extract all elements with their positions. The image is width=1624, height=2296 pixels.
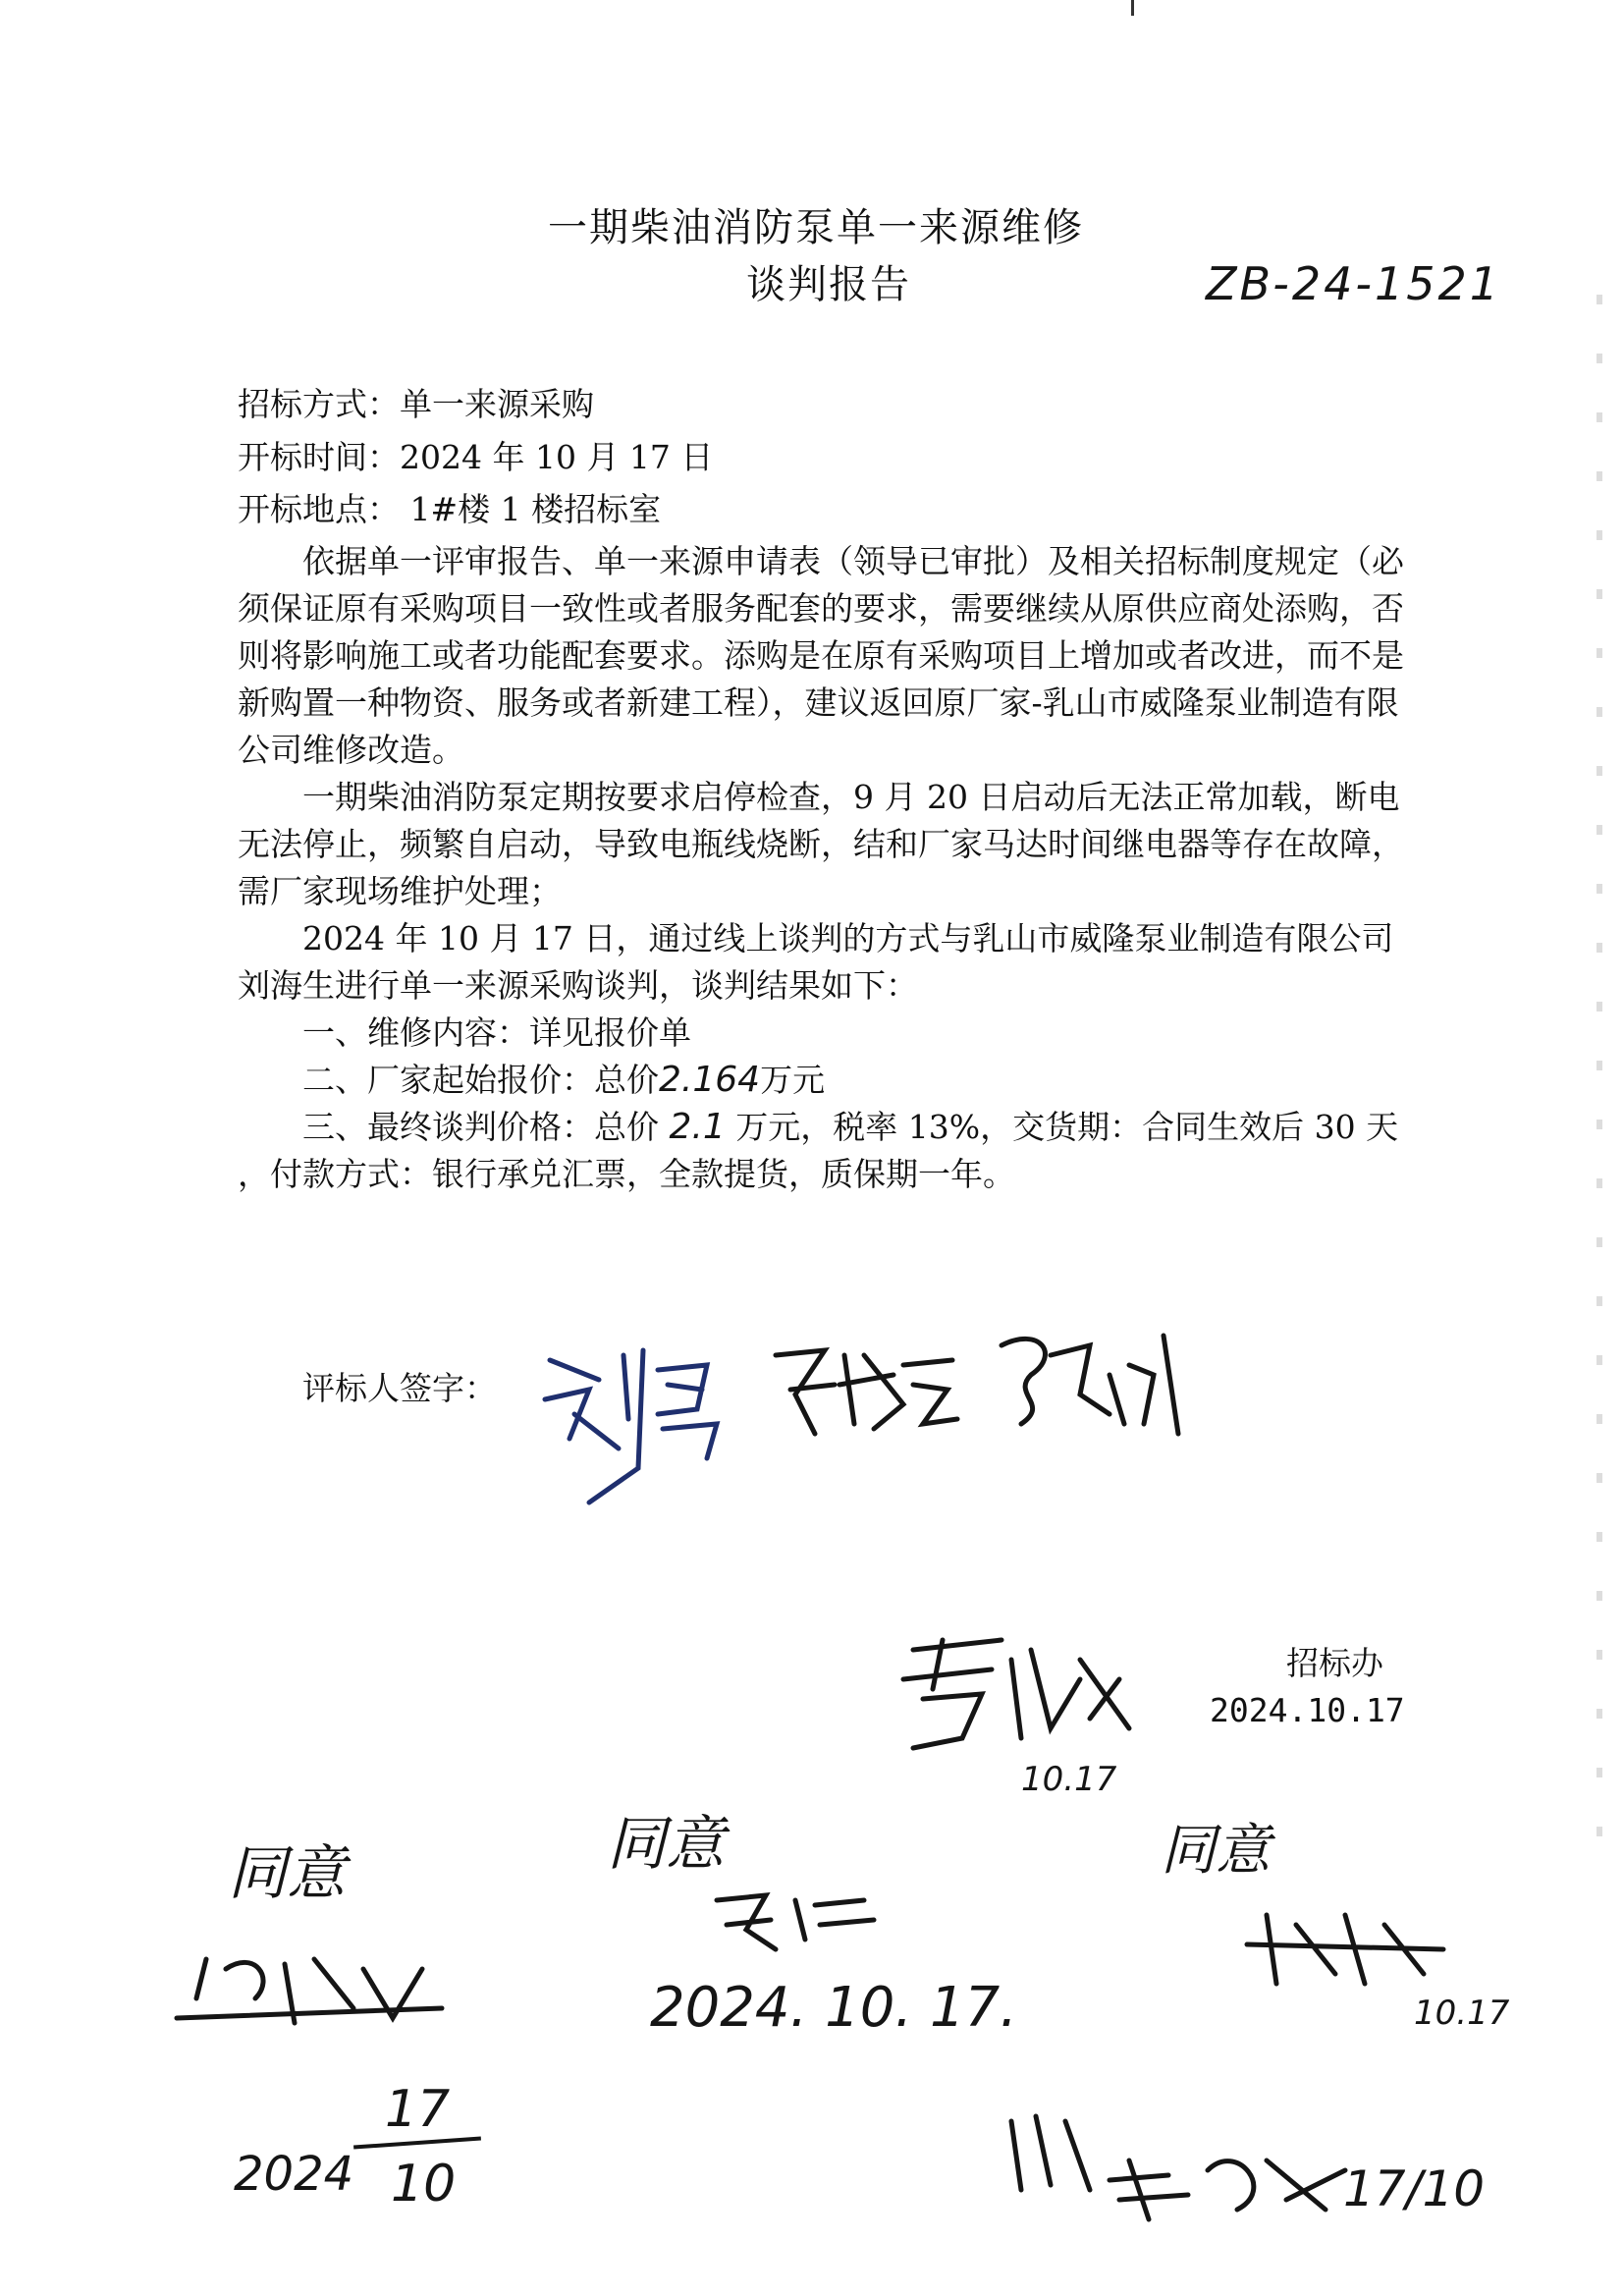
approval-note-left: 同意 bbox=[228, 1839, 346, 1908]
initial-quote-value: 2.164 bbox=[659, 1060, 761, 1100]
body-paragraph-negotiation: 2024 年 10 月 17 日，通过线上谈判的方式与乳山市威隆泵业制造有限公司刘海生进行单一来源采购谈判，谈判结果如下： bbox=[238, 919, 1394, 1005]
doc-title-line1: 一期柴油消防泵单一来源维修 bbox=[548, 205, 1084, 250]
bid-time: 开标时间：2024 年 10 月 17 日 bbox=[238, 438, 714, 476]
office-name: 招标办 bbox=[1286, 1644, 1383, 1682]
doc-code: ZB-24-1521 bbox=[1206, 257, 1502, 310]
evaluator-signature-1 bbox=[530, 1331, 736, 1507]
date-fraction-prefix: 2024 bbox=[234, 2147, 354, 2202]
handwritten-date-bottom-right: 17/10 bbox=[1343, 2160, 1486, 2217]
body-paragraph-basis: 依据单一评审报告、单一来源申请表（领导已审批）及相关招标制度规定（必须保证原有采购项目一致性或者服务配套的要求，需要继续从原供应商处添购，否则将影响施工或者功能配套要求。添购是在原有采购项目上增加或者改进，而不是新购置一种物资、服务或者新建工程），建议返回原厂家-乳山市威隆泵业制造有限公司维修改造。 bbox=[238, 542, 1404, 769]
result-item-initial-quote bbox=[238, 1057, 1416, 1104]
office-date: 2024.10.17 bbox=[1210, 1691, 1405, 1729]
handwritten-date-short-1: 10.17 bbox=[1021, 1760, 1117, 1799]
handwritten-date-middle: 2024. 10. 17. bbox=[650, 1976, 1018, 2040]
result-item-content: 一、维修内容：详见报价单 bbox=[302, 1013, 691, 1052]
approval-note-middle: 同意 bbox=[607, 1810, 725, 1879]
evaluator-signature-3 bbox=[982, 1316, 1198, 1444]
signature-bottom-right bbox=[992, 2102, 1404, 2239]
evaluator-signature-label: 评标人签字： bbox=[302, 1369, 497, 1407]
handwritten-date-short-2: 10.17 bbox=[1414, 1994, 1510, 2033]
result-item-final-price bbox=[238, 1104, 1416, 1198]
document-body bbox=[238, 538, 1416, 1198]
evaluator-signature-2 bbox=[766, 1336, 962, 1453]
bid-place: 开标地点： 1#楼 1 楼招标室 bbox=[238, 490, 662, 528]
date-fraction-top: 17 bbox=[385, 2080, 451, 2139]
signature-left-row2 bbox=[167, 1940, 452, 2048]
signature-right-row2 bbox=[1237, 1905, 1453, 1994]
initial-quote-unit: 万元 bbox=[760, 1061, 826, 1099]
approver-signature-top bbox=[884, 1620, 1139, 1768]
final-price-terms: 万元，税率 13%，交货期：合同生效后 30 天 ，付款方式：银行承兑汇票，全款提货，质保期一年。 bbox=[238, 1108, 1399, 1193]
date-fraction-bottom: 10 bbox=[391, 2155, 457, 2214]
signature-middle-row2 bbox=[707, 1881, 884, 1959]
scan-edge-noise bbox=[1597, 295, 1602, 1866]
initial-quote-label: 二、厂家起始报价：总价 bbox=[302, 1061, 659, 1099]
bid-method: 招标方式：单一来源采购 bbox=[238, 385, 594, 423]
body-paragraph-fault: 一期柴油消防泵定期按要求启停检查，9 月 20 日启动后无法正常加载，断电无法停止，频繁自启动，导致电瓶线烧断，结和厂家马达时间继电器等存在故障，需厂家现场维护处理； bbox=[238, 778, 1404, 910]
final-price-value: 2.1 bbox=[669, 1107, 726, 1147]
final-price-label: 三、最终谈判价格：总价 bbox=[302, 1108, 670, 1146]
doc-title-line2: 谈判报告 bbox=[746, 262, 911, 307]
approval-note-right: 同意 bbox=[1161, 1819, 1271, 1883]
scan-edge-mark bbox=[1131, 0, 1134, 16]
